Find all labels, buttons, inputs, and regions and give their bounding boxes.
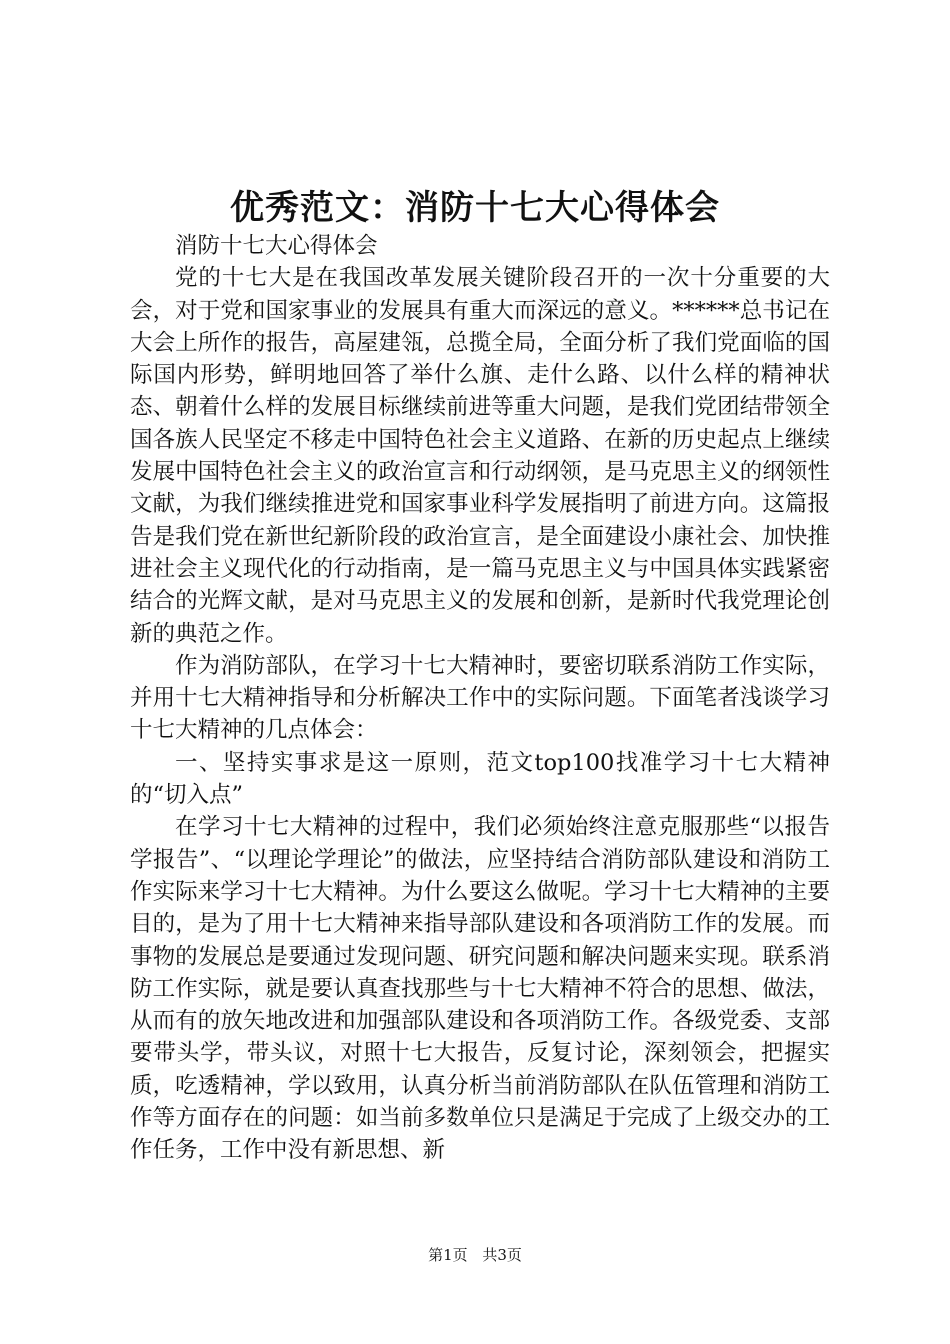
paragraph-heading-1: 一、坚持实事求是这一原则，范文top100找准学习十七大精神的“切入点”	[130, 749, 830, 809]
page-number: 第1页	[428, 1246, 468, 1264]
page-total: 共3页	[482, 1246, 522, 1264]
page-footer	[0, 1244, 950, 1266]
document-title: 优秀范文：消防十七大心得体会	[230, 188, 720, 228]
paragraph-1: 党的十七大是在我国改革发展关键阶段召开的一次十分重要的大会，对于党和国家事业的发展具有重大而深远的意义。******总书记在大会上所作的报告，高屋建瓴，总揽全局，全面分析了我们党面临的国际国内形势，鲜明地回答了举什么旗、走什么路、以什么样的精神状态、朝着什么样的发展目标继续前进等重大问题，是我们党团结带领全国各族人民坚定不移走中国特色社会主义道路、在新的历史起点上继续发展中国特色社会主义的政治宣言和行动纲领，是马克思主义的纲领性文献，为我们继续推进党和国家事业科学发展指明了前进方向。这篇报告是我们党在新世纪新阶段的政治宣言，是全面建设小康社会、加快推进社会主义现代化的行动指南，是一篇马克思主义与中国具体实践紧密结合的光辉文献，是对马克思主义的发展和创新，是新时代我党理论创新的典范之作。	[130, 265, 830, 647]
paragraph-3: 在学习十七大精神的过程中，我们必须始终注意克服那些“以报告学报告”、“以理论学理论”的做法，应坚持结合消防部队建设和消防工作实际来学习十七大精神。为什么要这么做呢。学习十七大精神的主要目的，是为了用十七大精神来指导部队建设和各项消防工作的发展。而事物的发展总是要通过发现问题、研究问题和解决问题来实现。联系消防工作实际，就是要认真查找那些与十七大精神不符合的思想、做法，从而有的放矢地改进和加强部队建设和各项消防工作。各级党委、支部要带头学，带头议，对照十七大报告，反复讨论，深刻领会，把握实质，吃透精神，学以致用，认真分析当前消防部队在队伍管理和消防工作等方面存在的问题：如当前多数单位只是满足于完成了上级交办的工作任务，工作中没有新思想、新	[130, 814, 830, 1164]
document-body	[130, 230, 830, 1167]
paragraph-2: 作为消防部队，在学习十七大精神时，要密切联系消防工作实际，并用十七大精神指导和分析解决工作中的实际问题。下面笔者浅谈学习十七大精神的几点体会：	[130, 652, 830, 744]
paragraph-subtitle: 消防十七大心得体会	[175, 233, 378, 259]
